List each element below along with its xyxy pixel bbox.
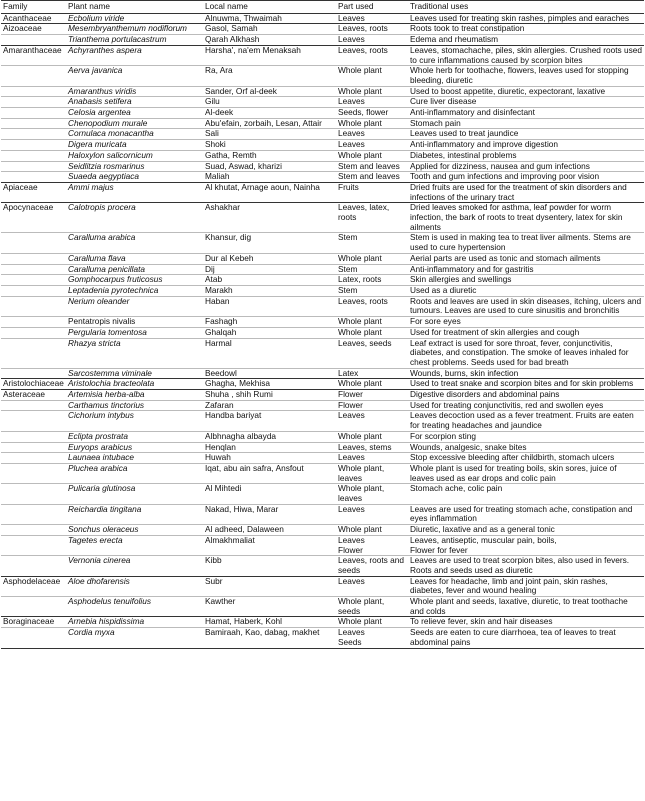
table-row — [1, 368, 644, 379]
family-cell: Amaranthaceae — [1, 45, 66, 65]
plant-name-cell: Pentatropis nivalis — [66, 317, 203, 328]
traditional-uses-cell: Skin allergies and swellings — [408, 275, 644, 286]
local-name-cell: Al Mihtedi — [203, 484, 336, 504]
traditional-uses-cell: Roots took to treat constipation — [408, 24, 644, 35]
family-cell — [1, 285, 66, 296]
part-used-cell: Whole plant — [336, 525, 408, 536]
family-cell — [1, 35, 66, 46]
table-row — [1, 463, 644, 483]
traditional-uses-cell: Used for treatment of skin allergies and cough — [408, 327, 644, 338]
part-used-cell: Stem — [336, 285, 408, 296]
plant-name-cell: Ammi majus — [66, 182, 203, 202]
family-cell: Asphodelaceae — [1, 576, 66, 596]
part-used-cell: Latex, roots — [336, 275, 408, 286]
traditional-uses-cell: Seeds are eaten to cure diarrhoea, tea of leaves to treat abdominal pains — [408, 628, 644, 648]
plant-name-cell: Caralluma penicillata — [66, 264, 203, 275]
family-cell — [1, 97, 66, 108]
table-row — [1, 400, 644, 411]
part-used-cell: Stem — [336, 233, 408, 253]
part-used-cell: Flower — [336, 390, 408, 401]
traditional-uses-cell: Diuretic, laxative and as a general tonic — [408, 525, 644, 536]
table-row — [1, 203, 644, 233]
traditional-uses-cell: Whole plant is used for treating boils, skin sores, juice of leaves used as ear drops and colic pain — [408, 463, 644, 483]
family-cell — [1, 118, 66, 129]
table-row — [1, 129, 644, 140]
part-used-cell: Leaves, roots — [336, 296, 408, 316]
traditional-uses-cell: Roots and leaves are used in skin diseases, itching, ulcers and tumours. Leaves are used to cure sinusitis and bronchitis — [408, 296, 644, 316]
family-cell — [1, 86, 66, 97]
part-used-cell: Leaves — [336, 97, 408, 108]
plant-name-cell: Gomphocarpus fruticosus — [66, 275, 203, 286]
plant-name-cell: Vernonia cinerea — [66, 556, 203, 576]
family-cell — [1, 275, 66, 286]
traditional-uses-cell: Stomach pain — [408, 118, 644, 129]
family-cell — [1, 453, 66, 464]
local-name-cell: Abu'efain, zorbaih, Lesan, Attair — [203, 118, 336, 129]
local-name-cell: Al-deek — [203, 108, 336, 119]
traditional-uses-cell: Wounds, analgesic, snake bites — [408, 442, 644, 453]
traditional-uses-cell: For sore eyes — [408, 317, 644, 328]
local-name-cell: Gilu — [203, 97, 336, 108]
part-used-cell: Stem — [336, 264, 408, 275]
header-row — [1, 1, 644, 14]
part-used-cell: Whole plant — [336, 253, 408, 264]
plant-name-cell: Cornulaca monacantha — [66, 129, 203, 140]
header-local-name: Local name — [203, 1, 336, 14]
part-used-cell: Whole plant — [336, 86, 408, 97]
family-cell: Asteraceae — [1, 390, 66, 401]
table-row — [1, 597, 644, 617]
plant-name-cell: Suaeda aegyptiaca — [66, 172, 203, 183]
family-cell — [1, 140, 66, 151]
family-cell — [1, 463, 66, 483]
part-used-cell: Leaves — [336, 140, 408, 151]
plant-name-cell: Pergularia tomentosa — [66, 327, 203, 338]
part-used-cell: Leaves, roots — [336, 45, 408, 65]
part-used-cell: Leaves — [336, 504, 408, 524]
local-name-cell: Ghalqah — [203, 327, 336, 338]
traditional-uses-cell: To relieve fever, skin and hair diseases — [408, 617, 644, 628]
local-name-cell: Atab — [203, 275, 336, 286]
plant-name-cell: Euryops arabicus — [66, 442, 203, 453]
family-cell — [1, 253, 66, 264]
table-row — [1, 576, 644, 596]
family-cell — [1, 296, 66, 316]
traditional-uses-cell: Cure liver disease — [408, 97, 644, 108]
local-name-cell: Sander, Orf al-deek — [203, 86, 336, 97]
part-used-cell: Leaves Flower — [336, 535, 408, 555]
part-used-cell: Leaves — [336, 129, 408, 140]
local-name-cell: Subr — [203, 576, 336, 596]
plant-name-cell: Sarcostemma viminale — [66, 368, 203, 379]
family-cell — [1, 317, 66, 328]
plant-name-cell: Pluchea arabica — [66, 463, 203, 483]
traditional-uses-cell: Leaves, antiseptic, muscular pain, boils, Flower for fever — [408, 535, 644, 555]
traditional-uses-cell: Leaf extract is used for sore throat, fever, conjunctivitis, diabetes, and constipation. The smoke of leaves inhaled for chest problems. Seeds used for bad breath — [408, 338, 644, 368]
traditional-uses-cell: Anti-inflammatory and for gastritis — [408, 264, 644, 275]
plant-name-cell: Cichorium intybus — [66, 411, 203, 431]
traditional-uses-cell: Anti-inflammatory and improve digestion — [408, 140, 644, 151]
plant-name-cell: Haloxylon salicornicum — [66, 150, 203, 161]
family-cell — [1, 172, 66, 183]
traditional-uses-cell: Edema and rheumatism — [408, 35, 644, 46]
family-cell — [1, 628, 66, 648]
traditional-uses-cell: Used for treating conjunctivitis, red and swollen eyes — [408, 400, 644, 411]
plant-name-cell: Pulicaria glutinosa — [66, 484, 203, 504]
plants-table — [1, 0, 644, 649]
local-name-cell: Sali — [203, 129, 336, 140]
family-cell — [1, 535, 66, 555]
part-used-cell: Latex — [336, 368, 408, 379]
table-row — [1, 556, 644, 576]
traditional-uses-cell: Leaves decoction used as a fever treatment. Fruits are eaten for treating headaches and jaundice — [408, 411, 644, 431]
part-used-cell: Leaves, roots — [336, 24, 408, 35]
local-name-cell: Kibb — [203, 556, 336, 576]
table-row — [1, 108, 644, 119]
table-row — [1, 45, 644, 65]
table-row — [1, 35, 644, 46]
traditional-uses-cell: Dried leaves smoked for asthma, leaf powder for worm infection, the bark of roots to treat dysentery, latex for skin ailments — [408, 203, 644, 233]
traditional-uses-cell: Digestive disorders and abdominal pains — [408, 390, 644, 401]
family-cell — [1, 484, 66, 504]
local-name-cell: Dur al Kebeh — [203, 253, 336, 264]
traditional-uses-cell: Leaves used to treat jaundice — [408, 129, 644, 140]
plant-name-cell: Digera muricata — [66, 140, 203, 151]
part-used-cell: Whole plant — [336, 150, 408, 161]
local-name-cell: Henqlan — [203, 442, 336, 453]
family-cell: Apiaceae — [1, 182, 66, 202]
table-row — [1, 150, 644, 161]
plant-name-cell: Calotropis procera — [66, 203, 203, 233]
table-row — [1, 253, 644, 264]
part-used-cell: Leaves — [336, 411, 408, 431]
table-row — [1, 317, 644, 328]
local-name-cell: Gasol, Samah — [203, 24, 336, 35]
traditional-uses-cell: For scorpion sting — [408, 431, 644, 442]
part-used-cell: Whole plant, leaves — [336, 463, 408, 483]
family-cell: Aristolochiaceae — [1, 379, 66, 390]
part-used-cell: Leaves, seeds — [336, 338, 408, 368]
header-part-used: Part used — [336, 1, 408, 14]
family-cell — [1, 525, 66, 536]
part-used-cell: Leaves — [336, 576, 408, 596]
part-used-cell: Whole plant — [336, 617, 408, 628]
traditional-uses-cell: Leaves for headache, limb and joint pain, skin rashes, diabetes, fever and wound healing — [408, 576, 644, 596]
plant-name-cell: Caralluma arabica — [66, 233, 203, 253]
local-name-cell: Maliah — [203, 172, 336, 183]
family-cell: Aizoaceae — [1, 24, 66, 35]
traditional-uses-cell: Whole herb for toothache, flowers, leaves used for stopping bleeding, diuretic — [408, 66, 644, 86]
table-row — [1, 296, 644, 316]
traditional-uses-cell: Leaves, stomachache, piles, skin allergies. Crushed roots used to cure inflammations caused by scorpion bites — [408, 45, 644, 65]
plant-name-cell: Carthamus tinctorius — [66, 400, 203, 411]
header-traditional-uses: Traditional uses — [408, 1, 644, 14]
local-name-cell: Marakh — [203, 285, 336, 296]
family-cell — [1, 504, 66, 524]
table-row — [1, 484, 644, 504]
local-name-cell: Bamiraah, Kao, dabag, makhet — [203, 628, 336, 648]
plant-name-cell: Asphodelus tenuifolius — [66, 597, 203, 617]
traditional-uses-cell: Used to treat snake and scorpion bites and for skin problems — [408, 379, 644, 390]
table-row — [1, 233, 644, 253]
part-used-cell: Seeds, flower — [336, 108, 408, 119]
local-name-cell: Shuha , shih Rumi — [203, 390, 336, 401]
table-row — [1, 118, 644, 129]
table-row — [1, 327, 644, 338]
plant-name-cell: Aloe dhofarensis — [66, 576, 203, 596]
table-row — [1, 66, 644, 86]
table-body — [1, 13, 644, 648]
part-used-cell: Leaves, stems — [336, 442, 408, 453]
family-cell: Boraginaceae — [1, 617, 66, 628]
part-used-cell: Whole plant — [336, 317, 408, 328]
header-plant-name: Plant name — [66, 1, 203, 14]
traditional-uses-cell: Diabetes, intestinal problems — [408, 150, 644, 161]
family-cell — [1, 233, 66, 253]
plant-name-cell: Seidlitzia rosmarinus — [66, 161, 203, 172]
local-name-cell: Harsha', na'em Menaksah — [203, 45, 336, 65]
local-name-cell: Gatha, Remth — [203, 150, 336, 161]
part-used-cell: Whole plant — [336, 327, 408, 338]
table-row — [1, 285, 644, 296]
table-row — [1, 504, 644, 524]
family-cell — [1, 161, 66, 172]
family-cell — [1, 431, 66, 442]
part-used-cell: Leaves, latex, roots — [336, 203, 408, 233]
plant-name-cell: Leptadenia pyrotechnica — [66, 285, 203, 296]
family-cell — [1, 264, 66, 275]
part-used-cell: Whole plant, leaves — [336, 484, 408, 504]
traditional-uses-cell: Stop excessive bleeding after childbirth, stomach ulcers — [408, 453, 644, 464]
table-row — [1, 442, 644, 453]
part-used-cell: Whole plant — [336, 66, 408, 86]
plant-name-cell: Artemisia herba-alba — [66, 390, 203, 401]
part-used-cell: Leaves Seeds — [336, 628, 408, 648]
plant-name-cell: Eclipta prostrata — [66, 431, 203, 442]
plant-name-cell: Tagetes erecta — [66, 535, 203, 555]
local-name-cell: Handba bariyat — [203, 411, 336, 431]
table-row — [1, 390, 644, 401]
plant-name-cell: Aerva javanica — [66, 66, 203, 86]
part-used-cell: Whole plant — [336, 118, 408, 129]
local-name-cell: Qarah Alkhash — [203, 35, 336, 46]
local-name-cell: Iqat, abu ain safra, Ansfout — [203, 463, 336, 483]
plant-name-cell: Reichardia tingitana — [66, 504, 203, 524]
traditional-uses-cell: Anti-inflammatory and disinfectant — [408, 108, 644, 119]
local-name-cell: Nakad, Hiwa, Marar — [203, 504, 336, 524]
local-name-cell: Al adheed, Dalaween — [203, 525, 336, 536]
traditional-uses-cell: Leaves used for treating skin rashes, pimples and earaches — [408, 13, 644, 24]
traditional-uses-cell: Wounds, burns, skin infection — [408, 368, 644, 379]
part-used-cell: Stem and leaves — [336, 161, 408, 172]
family-cell — [1, 150, 66, 161]
part-used-cell: Whole plant — [336, 379, 408, 390]
table-row — [1, 161, 644, 172]
plant-name-cell: Caralluma flava — [66, 253, 203, 264]
table-row — [1, 535, 644, 555]
table-row — [1, 525, 644, 536]
part-used-cell: Whole plant, seeds — [336, 597, 408, 617]
traditional-uses-cell: Leaves are used to treat scorpion bites, also used in fevers. Roots and seeds used as diuretic — [408, 556, 644, 576]
traditional-uses-cell: Used as a diuretic — [408, 285, 644, 296]
table-row — [1, 97, 644, 108]
plant-name-cell: Ecbolium viride — [66, 13, 203, 24]
traditional-uses-cell: Applied for dizziness, nausea and gum infections — [408, 161, 644, 172]
local-name-cell: Ashakhar — [203, 203, 336, 233]
header-family: Family — [1, 1, 66, 14]
local-name-cell: Khansur, dig — [203, 233, 336, 253]
table-row — [1, 264, 644, 275]
family-cell — [1, 597, 66, 617]
traditional-uses-cell: Used to boost appetite, diuretic, expectorant, laxative — [408, 86, 644, 97]
traditional-uses-cell: Stomach ache, colic pain — [408, 484, 644, 504]
part-used-cell: Flower — [336, 400, 408, 411]
plant-name-cell: Launaea intubace — [66, 453, 203, 464]
part-used-cell: Leaves, roots and seeds — [336, 556, 408, 576]
traditional-uses-cell: Tooth and gum infections and improving poor vision — [408, 172, 644, 183]
local-name-cell: Albhnagha albayda — [203, 431, 336, 442]
part-used-cell: Stem and leaves — [336, 172, 408, 183]
table-row — [1, 379, 644, 390]
plant-name-cell: Trianthema portulacastrum — [66, 35, 203, 46]
plant-name-cell: Celosia argentea — [66, 108, 203, 119]
family-cell — [1, 556, 66, 576]
table-row — [1, 275, 644, 286]
plant-name-cell: Aristolochia bracteolata — [66, 379, 203, 390]
table-row — [1, 172, 644, 183]
table-row — [1, 453, 644, 464]
family-cell — [1, 442, 66, 453]
local-name-cell: Al khutat, Arnage aoun, Nainha — [203, 182, 336, 202]
local-name-cell: Harmal — [203, 338, 336, 368]
plant-name-cell: Amaranthus viridis — [66, 86, 203, 97]
plant-name-cell: Rhazya stricta — [66, 338, 203, 368]
family-cell — [1, 327, 66, 338]
traditional-uses-cell: Leaves are used for treating stomach ache, constipation and eyes inflammation — [408, 504, 644, 524]
local-name-cell: Kawther — [203, 597, 336, 617]
traditional-uses-cell: Aerial parts are used as tonic and stomach ailments — [408, 253, 644, 264]
local-name-cell: Beedowl — [203, 368, 336, 379]
plant-name-cell: Anabasis setifera — [66, 97, 203, 108]
family-cell — [1, 108, 66, 119]
plant-name-cell: Cordia myxa — [66, 628, 203, 648]
table-row — [1, 617, 644, 628]
local-name-cell: Fashagh — [203, 317, 336, 328]
family-cell: Acanthaceae — [1, 13, 66, 24]
part-used-cell: Leaves — [336, 13, 408, 24]
table-row — [1, 628, 644, 648]
part-used-cell: Leaves — [336, 453, 408, 464]
part-used-cell: Fruits — [336, 182, 408, 202]
local-name-cell: Zafaran — [203, 400, 336, 411]
local-name-cell: Haban — [203, 296, 336, 316]
plant-name-cell: Mesembryanthemum nodiflorum — [66, 24, 203, 35]
traditional-uses-cell: Dried fruits are used for the treatment of skin disorders and infections of the urinary tract — [408, 182, 644, 202]
local-name-cell: Suad, Aswad, kharizi — [203, 161, 336, 172]
table-row — [1, 24, 644, 35]
local-name-cell: Dij — [203, 264, 336, 275]
family-cell — [1, 338, 66, 368]
family-cell — [1, 66, 66, 86]
traditional-uses-cell: Whole plant and seeds, laxative, diuretic, to treat toothache and colds — [408, 597, 644, 617]
local-name-cell: Ghagha, Mekhisa — [203, 379, 336, 390]
family-cell — [1, 400, 66, 411]
family-cell — [1, 129, 66, 140]
table-row — [1, 338, 644, 368]
table-row — [1, 86, 644, 97]
plant-name-cell: Chenopodium murale — [66, 118, 203, 129]
part-used-cell: Whole plant — [336, 431, 408, 442]
part-used-cell: Leaves — [336, 35, 408, 46]
traditional-uses-cell: Stem is used in making tea to treat liver ailments. Stems are used to cure hypertension — [408, 233, 644, 253]
table-row — [1, 431, 644, 442]
local-name-cell: Shoki — [203, 140, 336, 151]
local-name-cell: Alnuwma, Thwaimah — [203, 13, 336, 24]
family-cell — [1, 411, 66, 431]
table-row — [1, 140, 644, 151]
plant-name-cell: Arnebia hispidissima — [66, 617, 203, 628]
plant-name-cell: Nerium oleander — [66, 296, 203, 316]
local-name-cell: Almakhmaliat — [203, 535, 336, 555]
table-row — [1, 182, 644, 202]
local-name-cell: Ra, Ara — [203, 66, 336, 86]
plant-name-cell: Achyranthes aspera — [66, 45, 203, 65]
family-cell — [1, 368, 66, 379]
local-name-cell: Huwah — [203, 453, 336, 464]
plant-name-cell: Sonchus oleraceus — [66, 525, 203, 536]
local-name-cell: Hamat, Haberk, Kohl — [203, 617, 336, 628]
family-cell: Apocynaceae — [1, 203, 66, 233]
table-row — [1, 13, 644, 24]
table-row — [1, 411, 644, 431]
